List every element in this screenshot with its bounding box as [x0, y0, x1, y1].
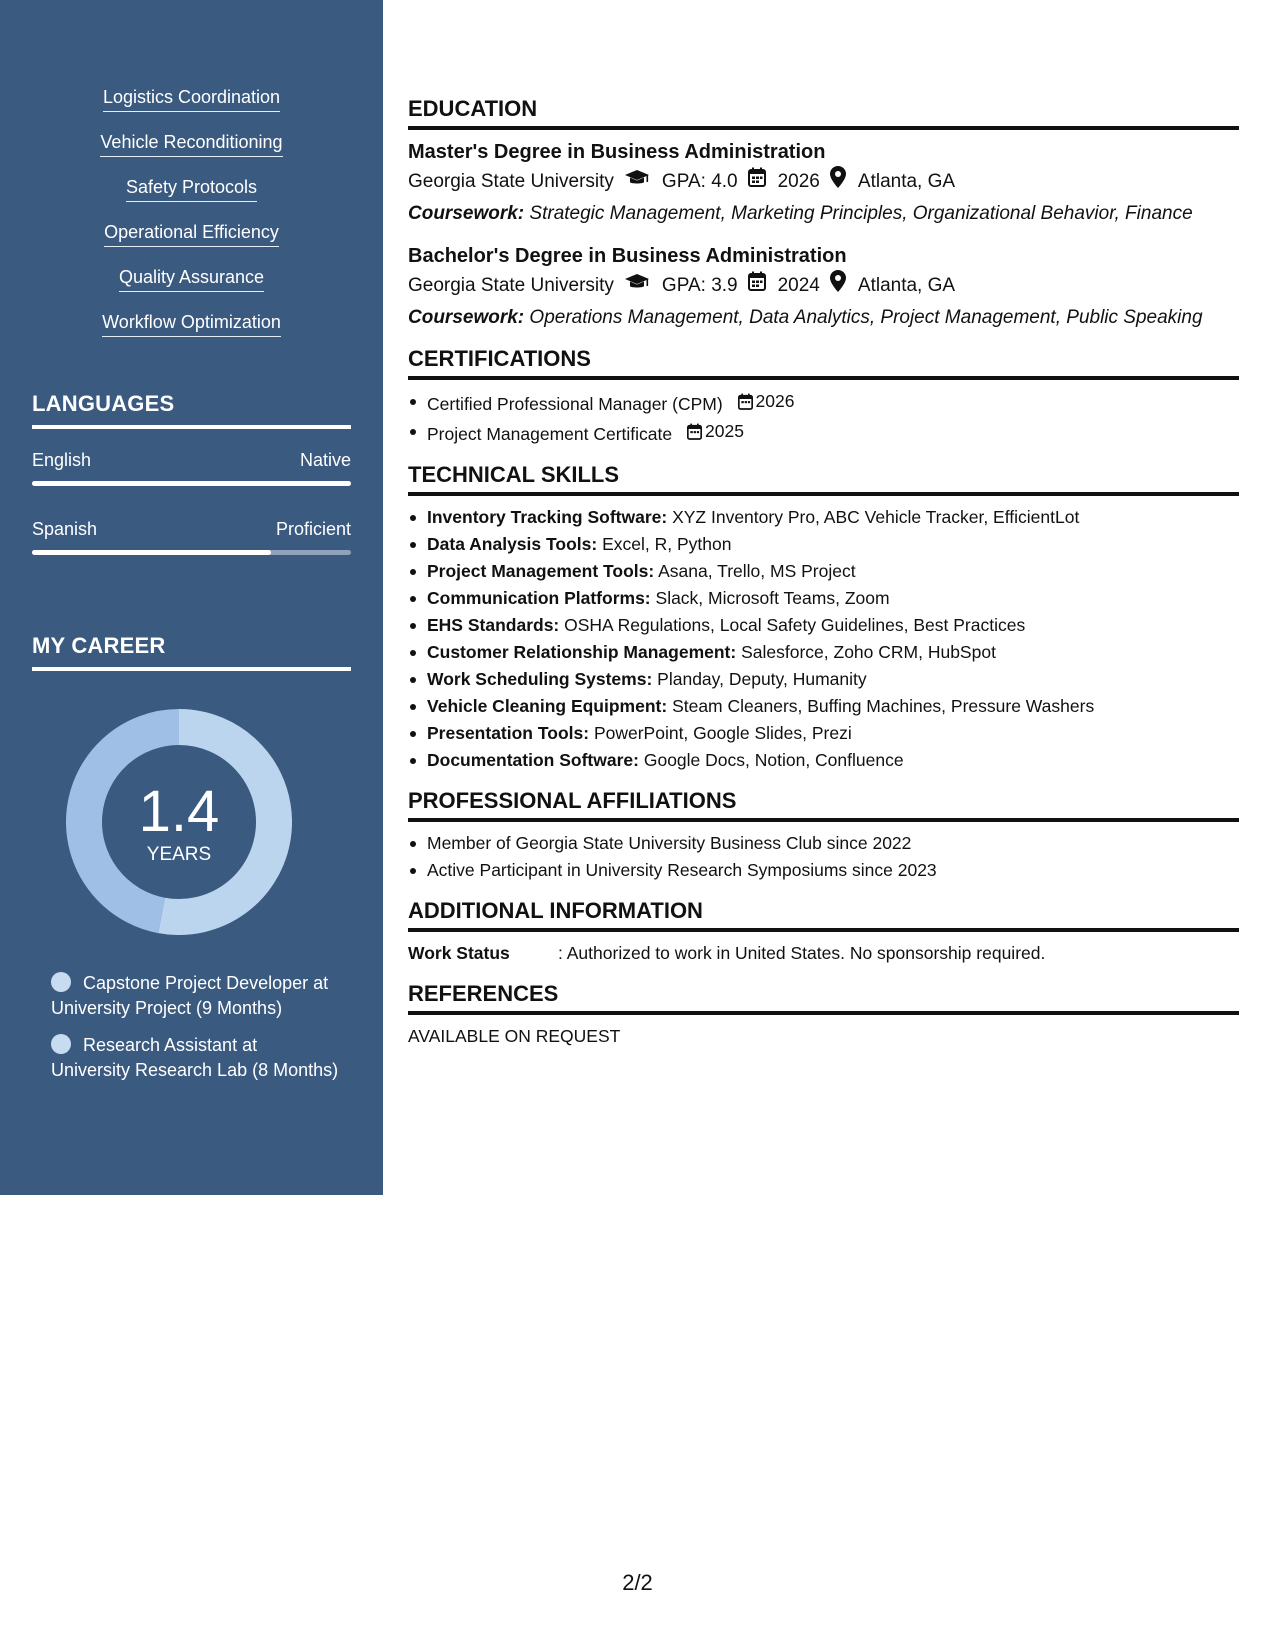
technical-skill-item [408, 585, 1239, 612]
skill-values: Salesforce, Zoho CRM, HubSpot [741, 642, 996, 662]
certification-year: 2025 [705, 421, 744, 441]
graduation-cap-icon [624, 271, 650, 301]
affiliations-section [408, 788, 1239, 884]
skill-values: Google Docs, Notion, Confluence [643, 750, 904, 770]
certifications-heading: CERTIFICATIONS [408, 346, 1239, 380]
skill-category: Presentation Tools: [427, 723, 590, 743]
language-level: Native [299, 450, 351, 470]
career-item [51, 971, 341, 1021]
career-item [51, 1033, 341, 1083]
affiliations-list [408, 830, 1239, 884]
language-name: Spanish [32, 519, 98, 539]
career-list [51, 971, 341, 1095]
technical-skill-item [408, 504, 1239, 531]
calendar-icon [748, 271, 766, 301]
bullet-dot-icon [51, 1034, 71, 1054]
education-heading: EDUCATION [408, 96, 1239, 130]
certification-name: Project Management Certificate [427, 424, 673, 444]
certification-year: 2026 [755, 391, 795, 411]
technical-skill-item [408, 612, 1239, 639]
degree-meta [408, 270, 1239, 302]
coursework-label: Coursework: [408, 203, 525, 224]
certification-date [687, 418, 744, 445]
skill-category: Data Analysis Tools: [427, 534, 598, 554]
language-proficiency-bar [32, 481, 351, 486]
graduation-cap-icon [624, 167, 650, 197]
affiliation-item: Member of Georgia State University Business Club since 2022 [408, 830, 1239, 857]
skill-item [0, 311, 383, 356]
technical-skill-item [408, 639, 1239, 666]
references-section [408, 981, 1239, 1050]
technical-skill-item [408, 720, 1239, 747]
additional-info-heading: ADDITIONAL INFORMATION [408, 898, 1239, 932]
skill-item [0, 131, 383, 176]
skill-category: Inventory Tracking Software: [427, 507, 668, 527]
career-item-text: Research Assistant at University Research Lab (8 Months) [51, 1035, 339, 1080]
calendar-icon [738, 393, 753, 410]
career-heading: MY CAREER [32, 633, 351, 671]
technical-skill-item [408, 747, 1239, 774]
gpa-text: GPA: 4.0 [661, 171, 738, 192]
gpa-text: GPA: 3.9 [661, 275, 738, 296]
technical-skill-item [408, 531, 1239, 558]
certification-item [408, 418, 1239, 448]
school-location: Atlanta, GA [857, 171, 956, 192]
coursework [408, 201, 1239, 226]
skill-item [0, 176, 383, 221]
skill-label: Quality Assurance [119, 266, 264, 292]
affiliation-item: Active Participant in University Research Symposiums since 2023 [408, 857, 1239, 884]
skill-values: Excel, R, Python [602, 534, 732, 554]
career-total-value: 1.4 [138, 779, 220, 844]
skill-item [0, 221, 383, 266]
coursework [408, 305, 1239, 330]
main-content [408, 96, 1239, 1064]
skill-values: OSHA Regulations, Local Safety Guidelines, Best Practices [564, 615, 1026, 635]
coursework-text: Operations Management, Data Analytics, Project Management, Public Speaking [529, 307, 1203, 328]
degree-title: Bachelor's Degree in Business Administration [408, 245, 847, 267]
certifications-section [408, 346, 1239, 448]
career-item-text: Capstone Project Developer at University Project (9 Months) [51, 973, 329, 1018]
technical-skill-item [408, 558, 1239, 585]
skill-label: Workflow Optimization [102, 311, 281, 337]
coursework-label: Coursework: [408, 307, 525, 328]
technical-skill-item [408, 666, 1239, 693]
sidebar [0, 0, 383, 1195]
bullet-dot-icon [51, 972, 71, 992]
skill-label: Logistics Coordination [103, 86, 280, 112]
skill-values: Planday, Deputy, Humanity [657, 669, 867, 689]
coursework-text: Strategic Management, Marketing Principles, Organizational Behavior, Finance [529, 203, 1193, 224]
skill-values: Slack, Microsoft Teams, Zoom [655, 588, 890, 608]
certification-name: Certified Professional Manager (CPM) [427, 394, 723, 414]
language-name: English [32, 450, 92, 470]
technical-skills-heading: TECHNICAL SKILLS [408, 462, 1239, 496]
skill-label: Vehicle Reconditioning [100, 131, 282, 157]
references-heading: REFERENCES [408, 981, 1239, 1015]
skill-category: Vehicle Cleaning Equipment: [427, 696, 668, 716]
skill-label: Operational Efficiency [104, 221, 279, 247]
skill-item [0, 86, 383, 131]
language-proficiency-bar [32, 550, 351, 555]
skill-values: Steam Cleaners, Buffing Machines, Pressure Washers [672, 696, 1095, 716]
degree-entry [408, 138, 1239, 226]
certification-item [408, 388, 1239, 418]
calendar-icon [687, 423, 702, 440]
additional-info-section [408, 898, 1239, 967]
skill-values: XYZ Inventory Pro, ABC Vehicle Tracker, EfficientLot [672, 507, 1080, 527]
degree-title: Master's Degree in Business Administration [408, 141, 826, 163]
school-name: Georgia State University [408, 275, 614, 296]
school-name: Georgia State University [408, 171, 614, 192]
references-text: AVAILABLE ON REQUEST [408, 1026, 621, 1046]
affiliations-heading: PROFESSIONAL AFFILIATIONS [408, 788, 1239, 822]
certification-date [738, 388, 795, 415]
skill-item [0, 266, 383, 311]
page-number: 2/2 [622, 1570, 653, 1595]
technical-skills-list [408, 504, 1239, 774]
language-proficiency-fill [32, 481, 351, 486]
skill-category: Communication Platforms: [427, 588, 651, 608]
language-level: Proficient [275, 519, 351, 539]
skill-values: PowerPoint, Google Slides, Prezi [593, 723, 852, 743]
language-proficiency-fill [32, 550, 271, 555]
languages-heading: LANGUAGES [32, 391, 351, 429]
work-status-label: Work Status [408, 943, 510, 963]
skill-category: Documentation Software: [427, 750, 639, 770]
skills-list [0, 86, 383, 356]
technical-skills-section [408, 462, 1239, 774]
degree-entry [408, 242, 1239, 330]
graduation-year: 2026 [777, 171, 820, 192]
technical-skill-item [408, 693, 1239, 720]
graduation-year: 2024 [777, 275, 820, 296]
skill-category: Customer Relationship Management: [427, 642, 737, 662]
location-pin-icon [830, 166, 846, 198]
degree-meta [408, 166, 1239, 198]
work-status-value: : Authorized to work in United States. No sponsorship required. [558, 943, 1046, 963]
work-status-row [408, 940, 1239, 967]
skill-label: Safety Protocols [126, 176, 257, 202]
skill-category: Work Scheduling Systems: [427, 669, 653, 689]
certifications-list [408, 388, 1239, 448]
education-section [408, 96, 1239, 330]
skill-category: EHS Standards: [427, 615, 560, 635]
location-pin-icon [830, 270, 846, 302]
calendar-icon [748, 167, 766, 197]
career-total-unit: YEARS [146, 844, 212, 865]
skill-category: Project Management Tools: [427, 561, 655, 581]
skill-values: Asana, Trello, MS Project [658, 561, 856, 581]
school-location: Atlanta, GA [857, 275, 956, 296]
